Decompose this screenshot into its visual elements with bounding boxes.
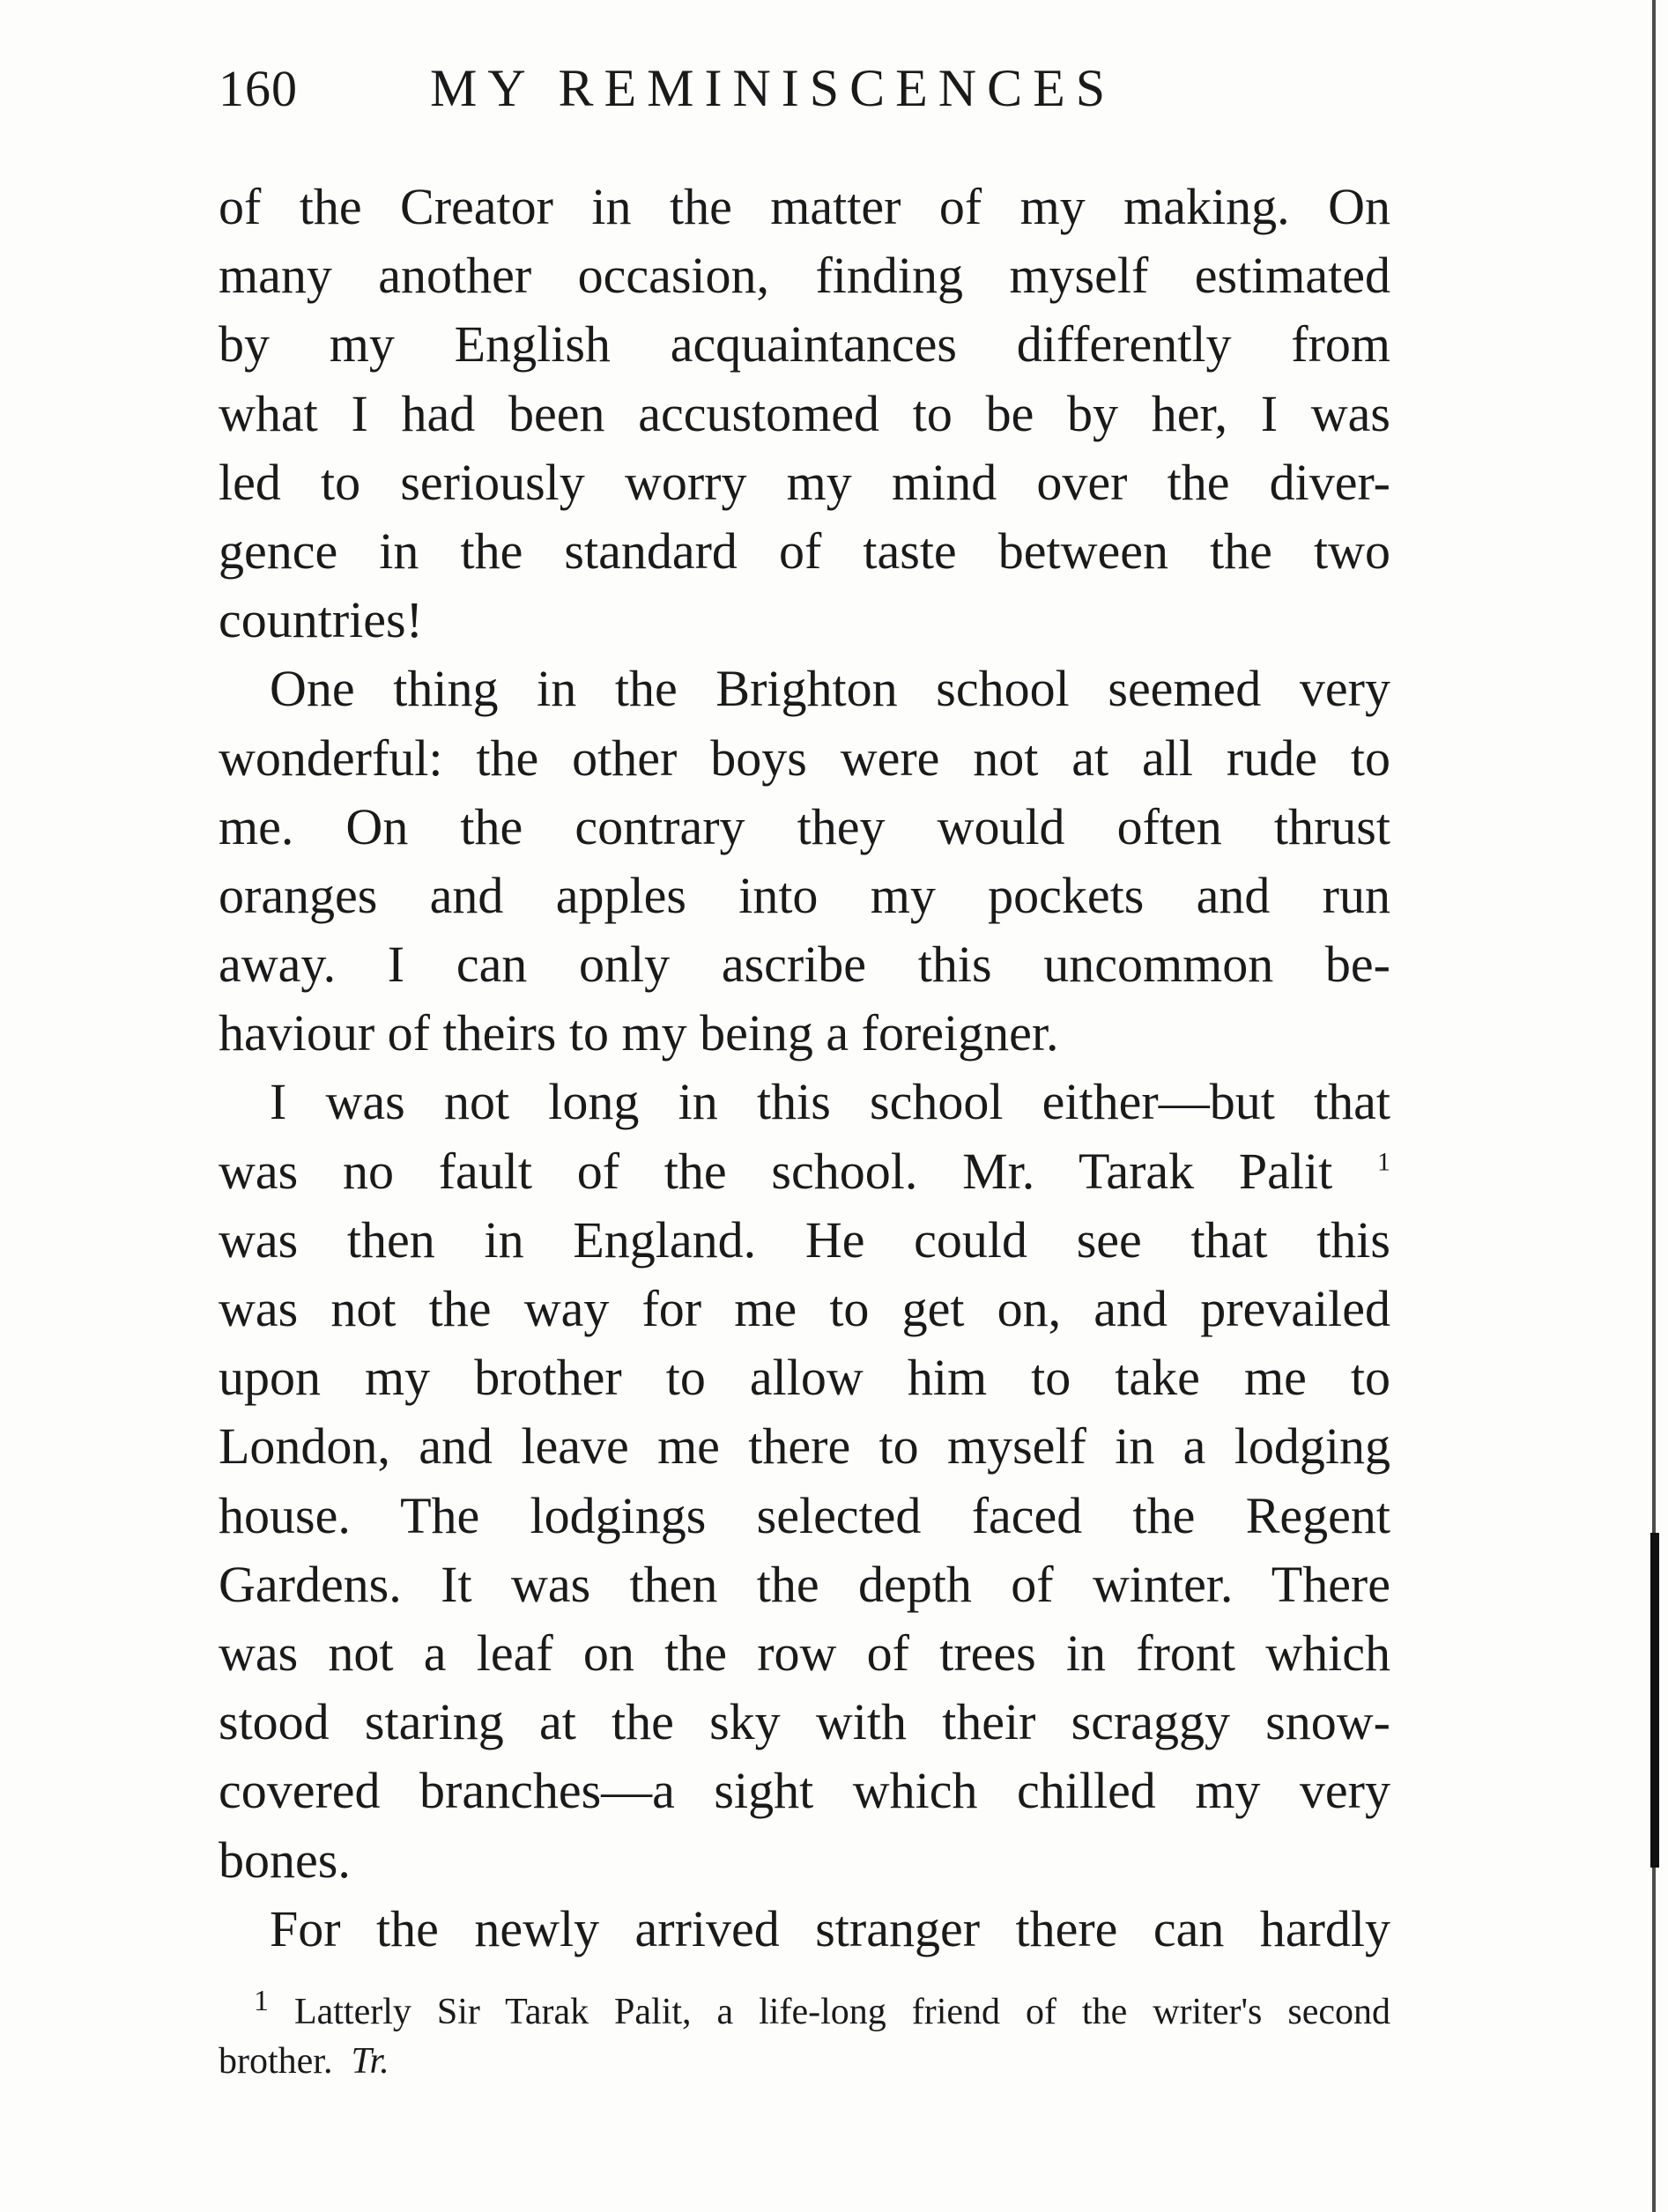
text-line-content: was no fault of the school. Mr. Tarak Palit — [219, 1142, 1333, 1200]
footnote-text: brother. — [219, 2041, 333, 2082]
text-line: bones. — [219, 1831, 351, 1889]
text-line: wonderful: the other boys were not at all rude to — [219, 729, 1390, 787]
text-line: many another occasion, finding myself estimated — [219, 247, 1390, 305]
text-line: was not the way for me to get on, and prevailed — [219, 1280, 1390, 1337]
binding-edge — [1652, 0, 1656, 2212]
text-line: countries! — [219, 591, 423, 649]
running-title: MY REMINISCENCES — [430, 59, 1116, 117]
text-line: London, and leave me there to myself in a lodging — [219, 1417, 1390, 1476]
footnote-marker: 1 — [254, 1985, 269, 2017]
text-line: was then in England. He could see that this — [219, 1210, 1390, 1269]
text-line: upon my brother to allow him to take me to — [219, 1349, 1390, 1407]
text-line: One thing in the Brighton school seemed very — [270, 660, 1390, 718]
text-line: I was not long in this school either—but that — [270, 1073, 1390, 1131]
text-line: of the Creator in the matter of my making. On — [219, 178, 1390, 235]
footnote-text: Latterly Sir Tarak Palit, a life-long friend of the writer's second — [293, 1992, 1390, 2032]
text-line: gence in the standard of taste between the two — [219, 522, 1390, 580]
footnote-line — [219, 2037, 1390, 2086]
text-line: what I had been accustomed to be by her, I was — [219, 384, 1390, 442]
text-line: covered branches—a sight which chilled my very — [219, 1762, 1390, 1820]
footnote-line — [219, 1987, 1390, 2037]
translator-mark: Tr. — [351, 2041, 389, 2082]
page-number: 160 — [219, 60, 298, 117]
text-line: haviour of theirs to my being a foreigner. — [219, 1004, 1059, 1062]
text-line: by my English acquaintances differently from — [219, 315, 1390, 374]
running-head — [219, 58, 1276, 129]
text-line: me. On the contrary they would often thrust — [219, 797, 1390, 855]
text-line: was not a leaf on the row of trees in front which — [219, 1624, 1390, 1682]
binding-shadow — [1650, 1533, 1659, 1868]
text-line: Gardens. It was then the depth of winter. There — [219, 1555, 1390, 1613]
text-line: house. The lodgings selected faced the Regent — [219, 1486, 1390, 1544]
text-line: led to seriously worry my mind over the diver- — [219, 453, 1390, 511]
text-line: stood staring at the sky with their scraggy snow- — [219, 1693, 1390, 1751]
text-line: For the newly arrived stranger there can hardly — [270, 1899, 1390, 1957]
footnote — [219, 1987, 1390, 2086]
text-line-with-footnote-ref — [219, 1137, 1390, 1206]
footnote-reference: 1 — [1377, 1147, 1390, 1177]
body-text — [219, 173, 1390, 1964]
text-line: away. I can only ascribe this uncommon be- — [219, 936, 1390, 994]
text-line: oranges and apples into my pockets and run — [219, 866, 1390, 924]
